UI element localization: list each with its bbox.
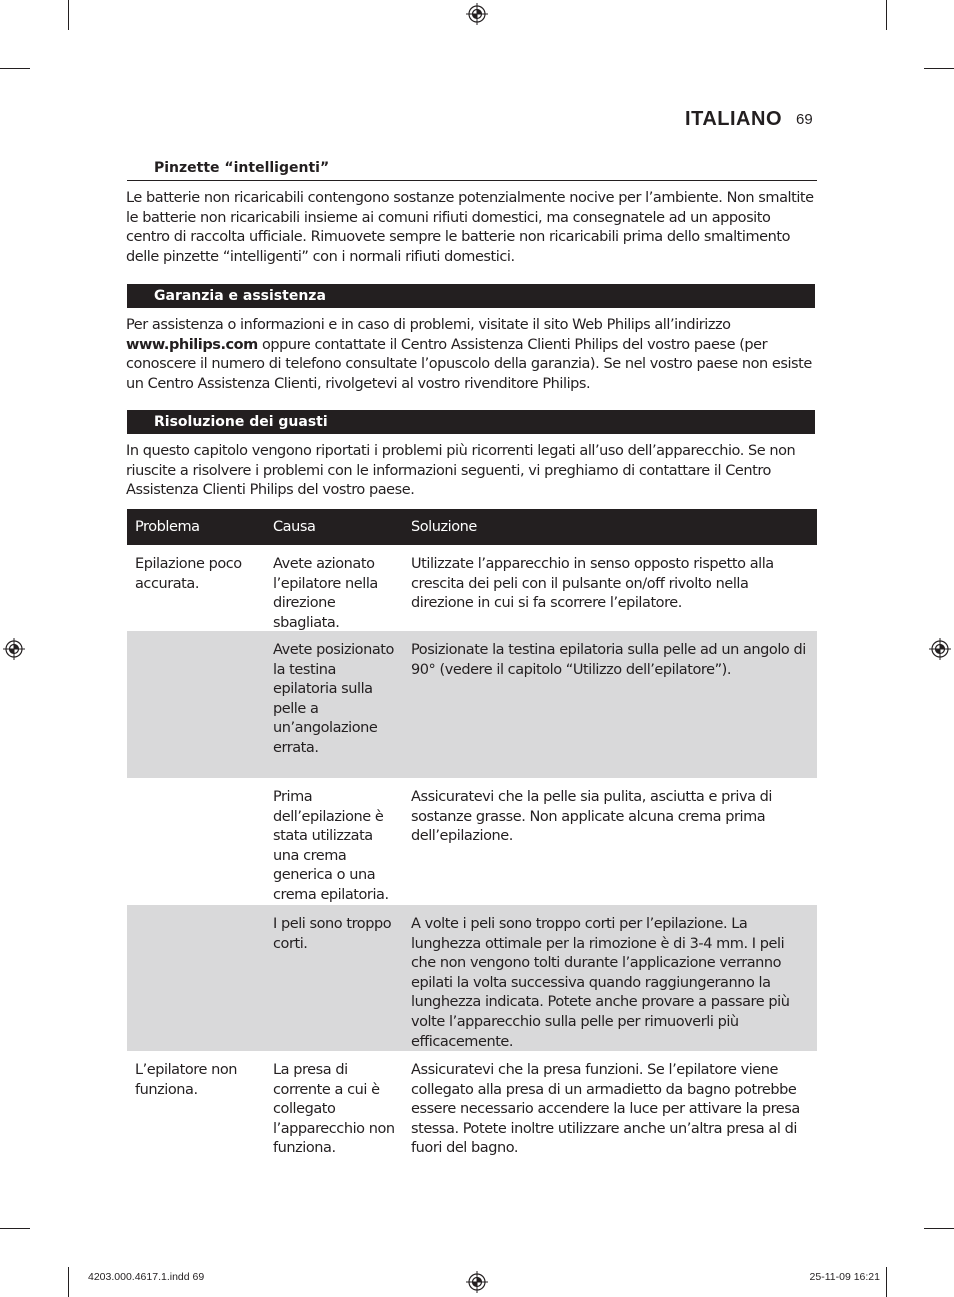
section-body-warranty bbox=[126, 316, 818, 394]
page-number: 69 bbox=[796, 111, 813, 128]
registration-mark-icon bbox=[3, 638, 25, 660]
cell-solution: Assicuratevi che la presa funzioni. Se l’epilatore viene collegato alla presa di un armadietto da bagno potrebbe essere necessario accendere la luce per attivare la presa stessa. Potete inoltre utilizzare anche un’altra presa al di fuori del bagno. bbox=[411, 1062, 800, 1157]
website-link[interactable]: www.philips.com bbox=[126, 336, 258, 353]
troubleshooting-table bbox=[127, 509, 817, 1163]
crop-mark bbox=[886, 0, 887, 30]
crop-mark bbox=[0, 68, 30, 69]
column-header-solution: Soluzione bbox=[411, 519, 477, 535]
body-text: oppure contattate il Centro Assistenza Clienti Philips del vostro paese (per conoscere il numero di telefono consultate l’opuscolo della garanzia). Se nel vostro paese non esiste un Centro Assistenza Clienti, rivolgetevi al vostro rivenditore Philips. bbox=[126, 336, 812, 392]
cell-problem: L’epilatore non funziona. bbox=[135, 1062, 237, 1098]
cell-cause: Avete azionato l’epilatore nella direzione sbagliata. bbox=[273, 556, 378, 631]
registration-mark-icon bbox=[466, 3, 488, 25]
cell-cause: Avete posizionato la testina epilatoria sulla pelle a un’angolazione errata. bbox=[273, 642, 394, 756]
column-header-problem: Problema bbox=[135, 519, 200, 535]
table-row bbox=[127, 905, 817, 1051]
table-row bbox=[127, 778, 817, 905]
table-row bbox=[127, 1051, 817, 1163]
slug-date-time: 25-11-09 16:21 bbox=[809, 1271, 880, 1283]
cell-cause: I peli sono troppo corti. bbox=[273, 916, 392, 952]
cell-cause: Prima dell’epilazione è stata utilizzata una crema generica o una crema epilatoria. bbox=[273, 789, 389, 903]
crop-mark bbox=[924, 68, 954, 69]
table-row bbox=[127, 631, 817, 778]
column-header-cause: Causa bbox=[273, 519, 316, 535]
section-heading-warranty bbox=[127, 284, 815, 308]
section-body-troubleshooting: In questo capitolo vengono riportati i problemi più ricorrenti legati all’uso dell’apparecchio. Se non riuscite a risolvere i problemi con le informazioni seguenti, vi preghiamo di contattare il Centro Assistenza Clienti Philips del vostro paese. bbox=[126, 443, 796, 499]
registration-mark-icon bbox=[466, 1271, 488, 1293]
section-heading-troubleshooting bbox=[127, 410, 815, 434]
cell-solution: Utilizzate l’apparecchio in senso opposto rispetto alla crescita dei peli con il pulsante on/off rivolto nella direzione in cui si fa scorrere l’epilatore. bbox=[411, 556, 774, 612]
table-header-row bbox=[127, 509, 817, 545]
cell-solution: A volte i peli sono troppo corti per l’epilazione. La lunghezza ottimale per la rimozione è di 3-4 mm. I peli che non vengono tolti durante l’applicazione verranno epilati la volta successiva quando raggiungeranno la lunghezza indicata. Potete anche provare a passare più volte l’apparecchio sulla pelle per rimuoverli più efficacemente. bbox=[411, 916, 790, 1050]
cell-solution: Posizionate la testina epilatoria sulla pelle ad un angolo di 90° (vedere il capitolo “Utilizzo dell’epilatore”). bbox=[411, 642, 806, 678]
cell-solution: Assicuratevi che la pelle sia pulita, asciutta e priva di sostanze grasse. Non applicate alcuna crema prima dell’epilazione. bbox=[411, 789, 773, 845]
section-body-tweezers: Le batterie non ricaricabili contengono sostanze potenzialmente nocive per l’ambiente. Non smaltite le batterie non ricaricabili insieme ai comuni rifiuti domestici, ma consegnatele ad un apposito centro di raccolta ufficiale. Rimuovete sempre le batterie non ricaricabili prima dello smaltimento delle pinzette “intelligenti” con i normali rifiuti domestici. bbox=[126, 190, 814, 265]
running-header-language: ITALIANO bbox=[685, 108, 782, 130]
cell-cause: La presa di corrente a cui è collegato l’apparecchio non funziona. bbox=[273, 1062, 395, 1157]
section-heading-tweezers bbox=[127, 158, 817, 181]
section-heading-label: Risoluzione dei guasti bbox=[154, 414, 328, 430]
crop-mark bbox=[68, 1267, 69, 1297]
crop-mark bbox=[68, 0, 69, 30]
section-heading-label: Garanzia e assistenza bbox=[154, 288, 326, 304]
cell-problem: Epilazione poco accurata. bbox=[135, 556, 242, 592]
crop-mark bbox=[924, 1228, 954, 1229]
registration-mark-icon bbox=[929, 638, 951, 660]
section-heading-label: Pinzette “intelligenti” bbox=[154, 160, 330, 176]
crop-mark bbox=[0, 1228, 30, 1229]
crop-mark bbox=[886, 1267, 887, 1297]
slug-file-info: 4203.000.4617.1.indd 69 bbox=[88, 1271, 205, 1283]
table-row bbox=[127, 545, 817, 631]
body-text: Per assistenza o informazioni e in caso di problemi, visitate il sito Web Philips all’indirizzo bbox=[126, 317, 731, 333]
